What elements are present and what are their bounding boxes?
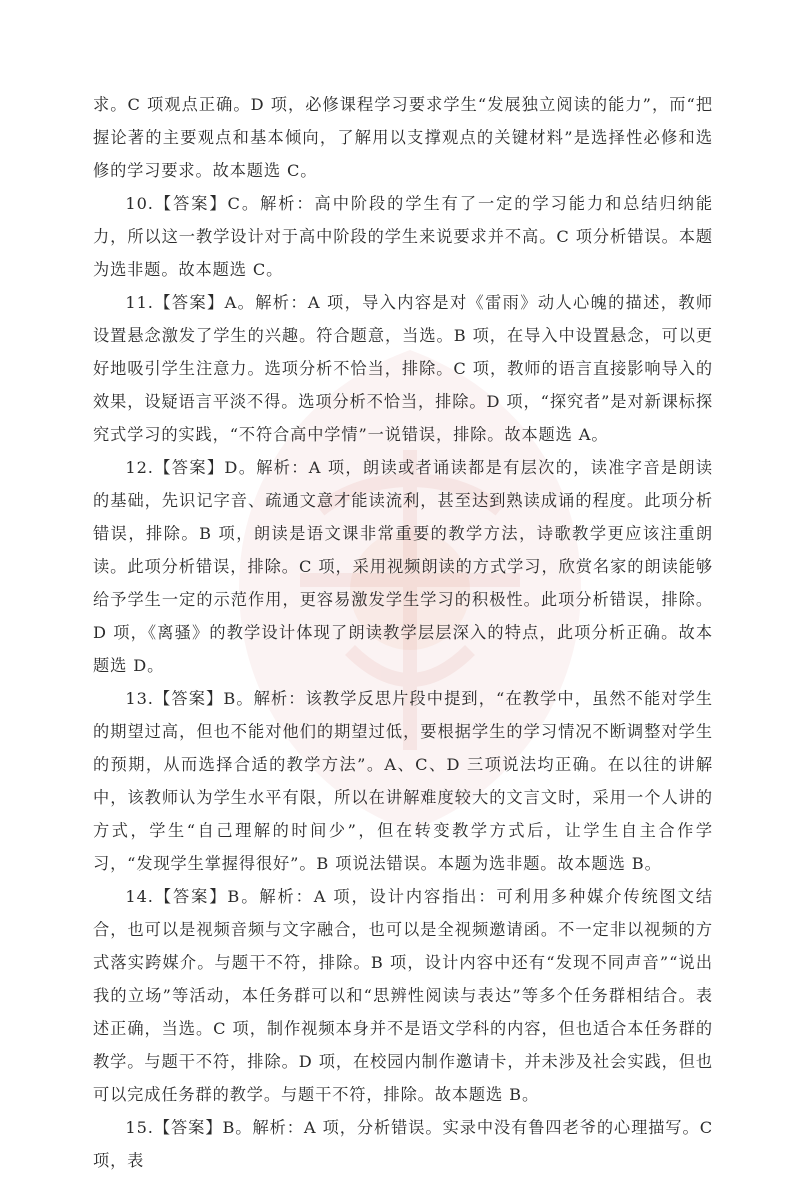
answer-14: 14.【答案】B。解析：A 项，设计内容指出：可利用多种媒介传统图文结合，也可以是视频音频与文字融合，也可以是全视频邀请函。不一定非以视频的方式落实跨媒介。与题干不符，排除。B 项，设计内容中还有“发现不同声音”“说出我的立场”等活动，本任务群可以和“思辨性阅读与表达”等多个任务群相结合。表述正确，当选。C 项，制作视频本身并不是语文学科的内容，但也适合本任务群的教学。与题干不符，排除。D 项，在校园内制作邀请卡，并未涉及社会实践，但也可以完成任务群的教学。与题干不符，排除。故本题选 B。 [93, 887, 713, 1104]
answer-15: 15.【答案】B。解析：A 项，分析错误。实录中没有鲁四老爷的心理描写。C 项，表 [93, 1118, 713, 1170]
answer-13: 13.【答案】B。解析：该教学反思片段中提到，“在教学中，虽然不能对学生的期望过高，但也不能对他们的期望过低，要根据学生的学习情况不断调整对学生的预期，从而选择合适的教学方法”。A、C、D 三项说法均正确。在以往的讲解中，该教师认为学生水平有限，所以在讲解难度较大的文言文时，采用一个人讲的方式，学生“自己理解的时间少”，但在转变教学方式后，让学生自主合作学习，“发现学生掌握得很好”。B 项说法错误。本题为选非题。故本题选 B。 [93, 689, 713, 873]
answer-10: 10.【答案】C。解析：高中阶段的学生有了一定的学习能力和总结归纳能力，所以这一教学设计对于高中阶段的学生来说要求并不高。C 项分析错误。本题为选非题。故本题选 C。 [93, 194, 713, 279]
answer-12: 12.【答案】D。解析：A 项，朗读或者诵读都是有层次的，读准字音是朗读的基础，先识记字音、疏通文意才能读流利，甚至达到熟读成诵的程度。此项分析错误，排除。B 项，朗读是语文课非常重要的教学方法，诗歌教学更应该注重朗读。此项分析错误，排除。C 项，采用视频朗读的方式学习，欣赏名家的朗读能够给予学生一定的示范作用，更容易激发学生学习的积极性。此项分析错误，排除。D 项，《离骚》的教学设计体现了朗读教学层层深入的特点，此项分析正确。故本题选 D。 [93, 458, 713, 675]
answer-11: 11.【答案】A。解析：A 项，导入内容是对《雷雨》动人心魄的描述，教师设置悬念激发了学生的兴趣。符合题意，当选。B 项，在导入中设置悬念，可以更好地吸引学生注意力。选项分析不恰当，排除。C 项，教师的语言直接影响导入的效果，设疑语言平淡不得。选项分析不恰当，排除。D 项，“探究者”是对新课标探究式学习的实践，“不符合高中学情”一说错误，排除。故本题选 A。 [93, 293, 713, 444]
page-content [93, 88, 713, 1177]
paragraph-continuation: 求。C 项观点正确。D 项，必修课程学习要求学生“发展独立阅读的能力”，而“把握论著的主要观点和基本倾向，了解用以支撑观点的关键材料”是选择性必修和选修的学习要求。故本题选 C。 [93, 95, 713, 180]
